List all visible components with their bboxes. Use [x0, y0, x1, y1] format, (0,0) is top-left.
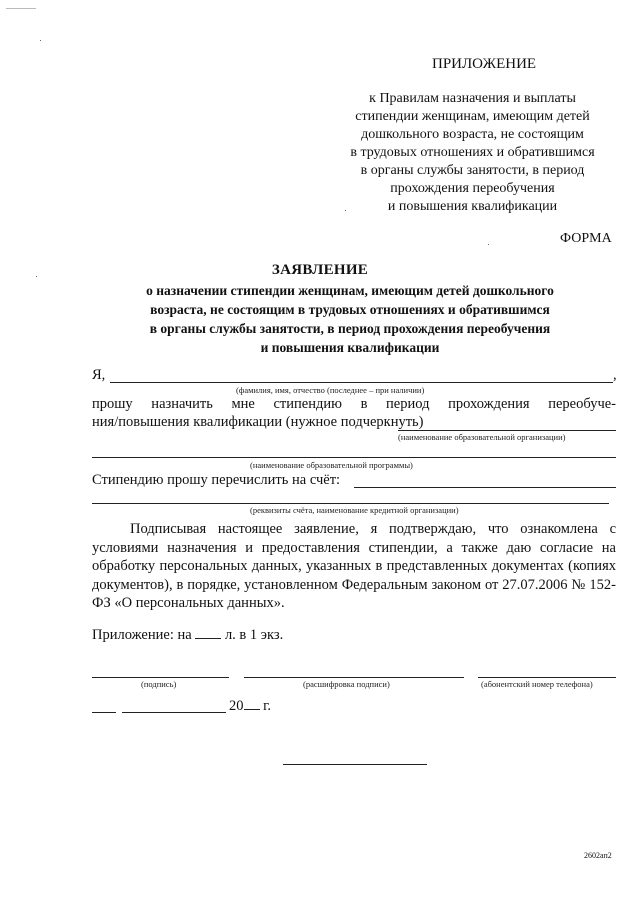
year-field[interactable]	[244, 697, 260, 710]
bank-field[interactable]	[92, 503, 609, 504]
stamp-line	[283, 764, 427, 765]
subtitle-line: о назначении стипендии женщинам, имеющим детей дошкольного	[146, 283, 554, 298]
scan-mark-top	[6, 8, 36, 9]
attachment-row	[92, 626, 283, 644]
statement-subtitle	[95, 281, 605, 357]
attachment-prefix: Приложение: на	[92, 627, 192, 643]
name-field[interactable]	[110, 382, 613, 383]
date-year	[229, 697, 271, 715]
signature-caption: (подпись)	[141, 679, 177, 689]
bank-caption: (реквизиты счёта, наименование кредитной организации)	[250, 505, 459, 515]
signature-decoding-field[interactable]	[244, 677, 464, 678]
program-field[interactable]	[92, 457, 616, 458]
organization-caption: (наименование образовательной организации)	[398, 432, 566, 442]
form-label: ФОРМА	[560, 231, 612, 246]
signature-field[interactable]	[92, 677, 229, 678]
program-caption: (наименование образовательной программы)	[250, 460, 413, 470]
appendix-line: стипендии женщинам, имеющим детей	[355, 109, 590, 124]
appendix-line: в органы службы занятости, в период	[360, 163, 585, 178]
phone-field[interactable]	[478, 677, 616, 678]
date-month-field[interactable]	[122, 712, 226, 713]
stipend-label: Стипендию прошу перечислить на счёт:	[92, 472, 341, 488]
year-suffix: г.	[263, 698, 272, 714]
i-label: Я,	[92, 367, 106, 383]
subtitle-line: в органы службы занятости, в период прохождения переобучения	[149, 321, 551, 336]
name-caption: (фамилия, имя, отчество (последнее – при наличии)	[236, 385, 425, 395]
appendix-line: в трудовых отношениях и обратившимся	[350, 145, 595, 160]
request-line-1: прошу назначить мне стипендию в период прохождения переобуче-	[92, 396, 616, 412]
appendix-description	[330, 90, 615, 216]
date-day-field[interactable]	[92, 712, 116, 713]
request-line-2: ния/повышения квалификации (нужное подчеркнуть)	[92, 414, 424, 430]
attachment-suffix: л. в 1 экз.	[224, 627, 284, 643]
i-comma: ,	[613, 367, 617, 383]
consent-paragraph: Подписывая настоящее заявление, я подтверждаю, что ознакомлена с условиями назначения и предоставления стипендии, а также даю согласие на обработку персональных данных, указанных в представленных документах (копиях документов), в порядке, установленном Федеральным законом от 27.07.2006 № 152-ФЗ «О персональных данных».	[92, 521, 616, 611]
subtitle-line: и повышения квалификации	[260, 340, 440, 355]
account-field[interactable]	[354, 487, 616, 488]
year-prefix: 20	[229, 698, 244, 714]
organization-field[interactable]	[398, 430, 616, 431]
appendix-title: ПРИЛОЖЕНИЕ	[432, 56, 537, 72]
subtitle-line: возраста, не состоящим в трудовых отношениях и обратившимся	[150, 302, 550, 317]
appendix-line: дошкольного возраста, не состоящим	[361, 127, 584, 142]
appendix-line: прохождения переобучения	[390, 181, 555, 196]
signature-decoding-caption: (расшифровка подписи)	[303, 679, 390, 689]
scan-dot	[488, 244, 489, 245]
document-code: 2602ап2	[584, 851, 612, 860]
phone-caption: (абонентский номер телефона)	[481, 679, 593, 689]
appendix-line: к Правилам назначения и выплаты	[369, 91, 576, 106]
statement-title: ЗАЯВЛЕНИЕ	[271, 262, 369, 278]
appendix-line: и повышения квалификации	[387, 199, 558, 214]
scan-dot	[40, 40, 41, 41]
attachment-pages-field[interactable]	[195, 626, 221, 639]
